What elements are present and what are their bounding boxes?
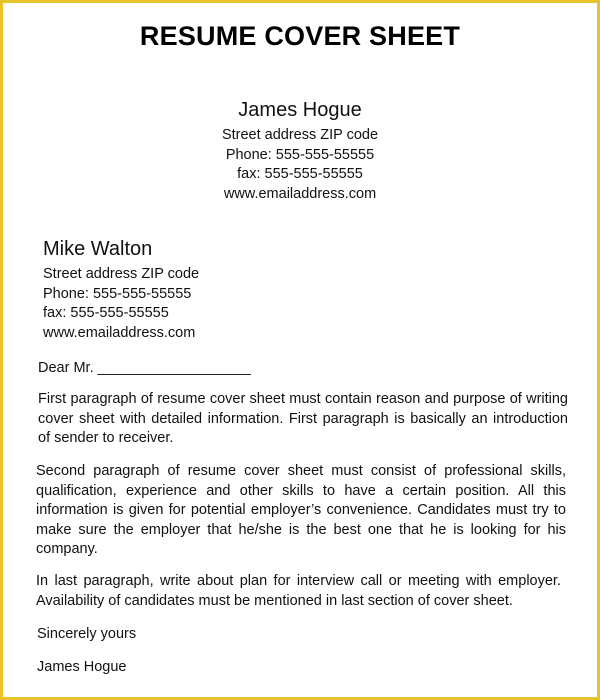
recipient-fax: fax: 555-555-55555 <box>43 305 169 321</box>
sender-address: Street address ZIP code <box>221 127 379 143</box>
document-title: RESUME COVER SHEET <box>139 21 461 51</box>
recipient-phone: Phone: 555-555-55555 <box>43 285 192 302</box>
sender-fax: fax: 555-555-55555 <box>237 166 363 182</box>
recipient-name: Mike Walton <box>43 238 153 260</box>
signature-name: James Hogue <box>37 659 127 675</box>
recipient-block <box>43 237 343 343</box>
sender-phone: Phone: 555-555-55555 <box>225 146 375 163</box>
paragraph-intro: First paragraph of resume cover sheet must contain reason and purpose of writing cover sheet with detailed information. First paragraph is basically an introduction of sender to receiver. <box>38 391 568 447</box>
salutation: Dear Mr. ___________________ <box>38 360 251 376</box>
sender-web: www.emailaddress.com <box>223 185 377 202</box>
paragraph-skills: Second paragraph of resume cover sheet must consist of professional skills, qualification, experience and other skills to have a certain position. All this information is given for potential employer’s convenience. Candidates must try to make sure the employer that he/she is the best one that he is looking for his company. <box>36 463 566 558</box>
sender-block <box>3 98 597 204</box>
closing-line: Sincerely yours <box>37 626 137 642</box>
recipient-web: www.emailaddress.com <box>43 324 196 341</box>
paragraph-closing-plan: In last paragraph, write about plan for interview call or meeting with employer. Availability of candidates must be mentioned in last section of cover sheet. <box>36 573 561 609</box>
recipient-address: Street address ZIP code <box>43 266 200 282</box>
sender-name: James Hogue <box>238 99 362 121</box>
